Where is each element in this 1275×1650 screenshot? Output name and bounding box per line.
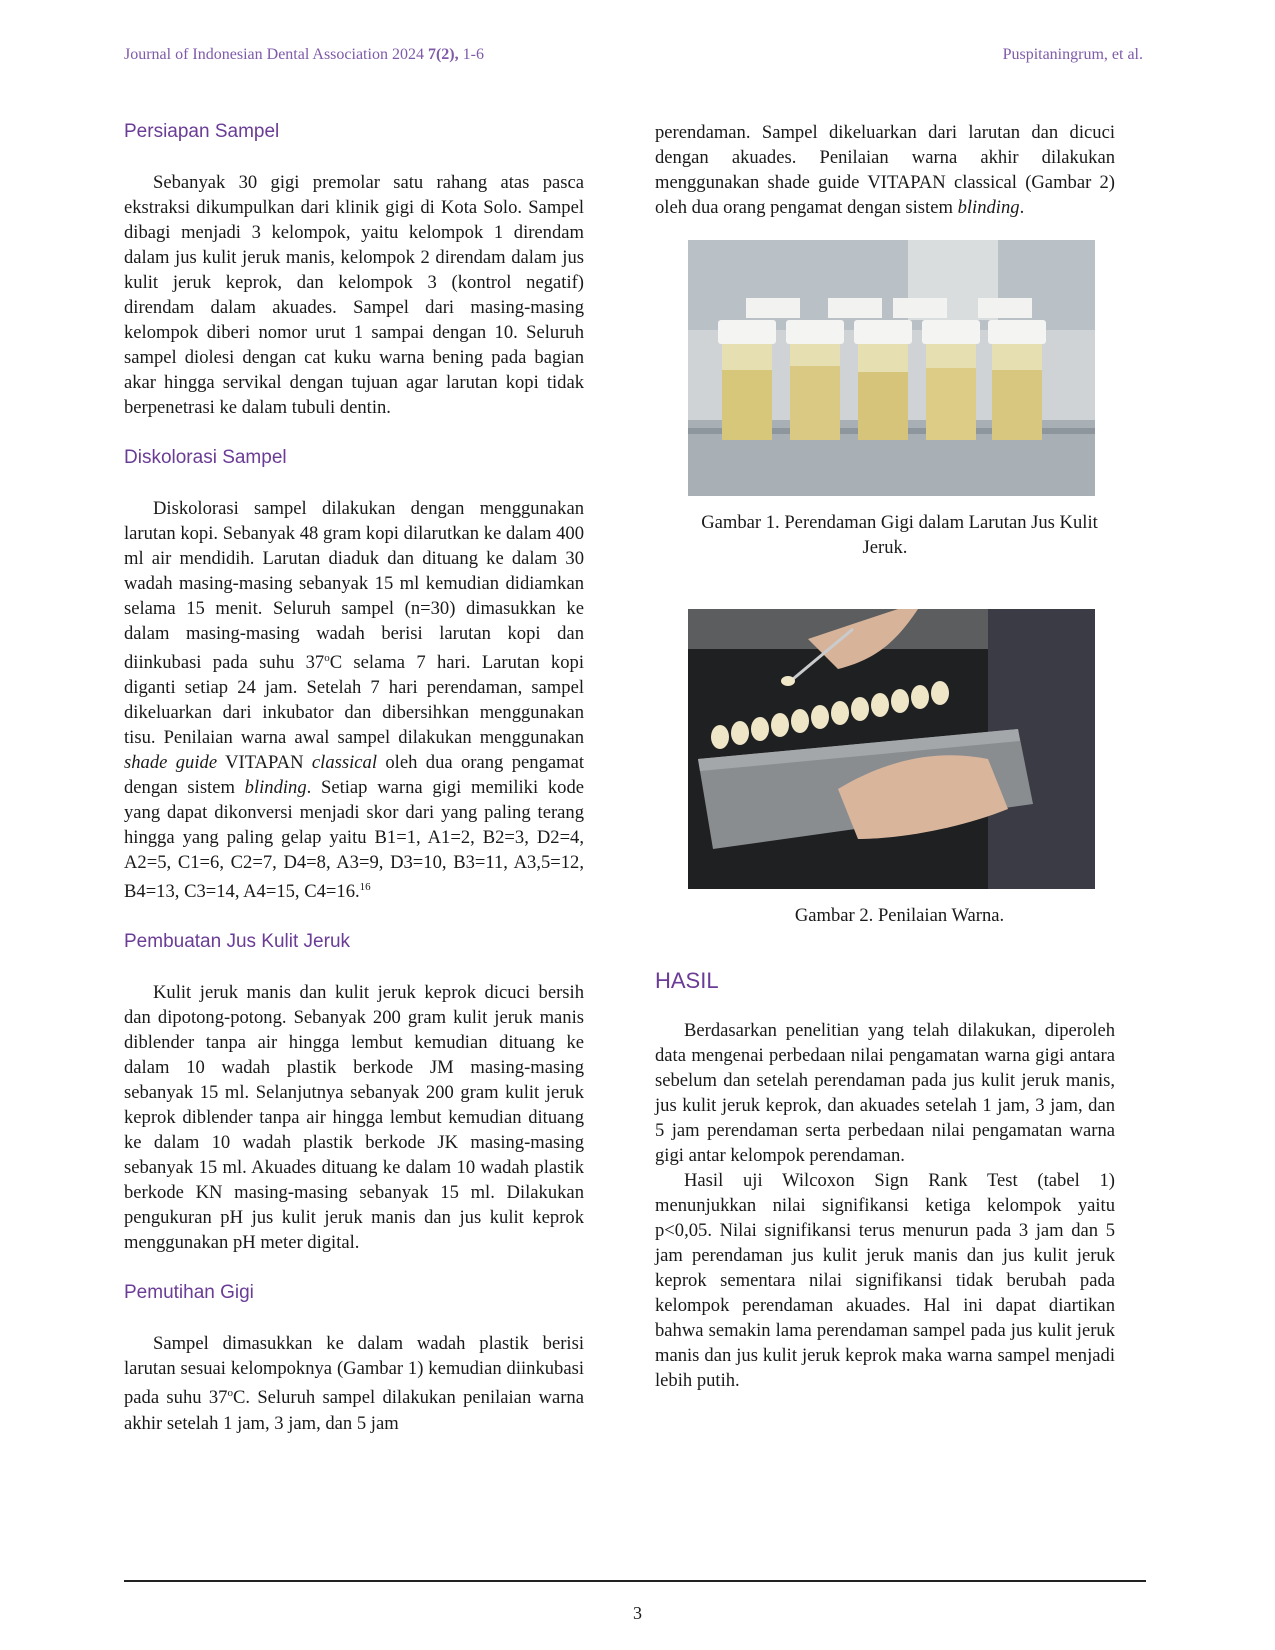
figure-1-photo bbox=[688, 240, 1095, 496]
journal-citation bbox=[124, 46, 484, 64]
section-heading: Pemutihan Gigi bbox=[124, 1282, 254, 1304]
right-column bbox=[655, 120, 1115, 1393]
paragraph: Hasil uji Wilcoxon Sign Rank Test (tabel 1) menunjukkan nilai signifikansi ketiga kelompok yaitu p<0,05. Nilai signifikansi terus menurun pada 3 jam dan 5 jam perendaman jus kulit jeruk manis dan jus kulit jeruk keprok sementara nilai signifikansi tidak berubah pada kelompok perendaman akuades. Hal ini dapat diartikan bahwa semakin lama perendaman sampel pada jus kulit jeruk manis dan jus kulit jeruk keprok maka warna sampel menjadi lebih putih. bbox=[655, 1170, 1115, 1391]
section-diskolorasi-sampel bbox=[124, 446, 584, 904]
left-column bbox=[124, 120, 584, 1462]
section-pembuatan-jus bbox=[124, 930, 584, 1255]
journal-pages: 1-6 bbox=[462, 46, 484, 63]
section-heading: Pembuatan Jus Kulit Jeruk bbox=[124, 931, 351, 953]
figure-2-caption: Gambar 2. Penilaian Warna. bbox=[794, 905, 1005, 926]
figure-2-photo bbox=[688, 609, 1095, 889]
journal-volume: 7(2), bbox=[427, 46, 459, 63]
section-pemutihan-gigi bbox=[124, 1281, 584, 1435]
footer-rule bbox=[124, 1580, 1146, 1582]
paragraph: Kulit jeruk manis dan kulit jeruk keprok dicuci bersih dan dipotong-potong. Sebanyak 200 gram kulit jeruk manis diblender tanpa air hingga lembut kemudian dituang ke dalam 10 wadah plastik berkode JM masing-masing sebanyak 15 ml. Selanjutnya sebanyak 200 gram kulit jeruk keprok diblender tanpa air hingga lembut kemudian dituang ke dalam 10 wadah plastik berkode JK masing-masing sebanyak 15 ml. Akuades dituang ke dalam 10 wadah plastik berkode KN masing-masing sebanyak 15 ml. Dilakukan pengukuran pH jus kulit jeruk manis dan jus kulit keprok menggunakan pH meter digital. bbox=[124, 982, 584, 1254]
paragraph: Diskolorasi sampel dilakukan dengan menggunakan larutan kopi. Sebanyak 48 gram kopi dilarutkan ke dalam 400 ml air mendidih. Larutan diaduk dan dituang ke dalam 30 wadah masing-masing sebanyak 15 ml kemudian didiamkan selama 15 menit. Seluruh sampel (n=30) dimasukkan ke dalam masing-masing wadah berisi larutan kopi dan diinkubasi pada suhu 37$^o$C selama 7 hari. Larutan kopi diganti setiap 24 jam. Setelah 7 hari perendaman, sampel dikeluarkan dari inkubator dan dibersihkan menggunakan tisu. Penilaian warna awal sampel dilakukan menggunakan shade guide VITAPAN classical oleh dua orang pengamat dengan sistem blinding. Setiap warna gigi memiliki kode yang dapat dikonversi menjadi skor dari yang paling terang hingga yang paling gelap yaitu B1=1, A1=2, B2=3, D2=4, A2=5, C1=6, C2=7, D4=8, A3=9, D3=10, B3=11, A3,5=12, B4=13, C3=14, A4=15, C4=16.16 bbox=[124, 498, 584, 903]
paragraph: perendaman. Sampel dikeluarkan dari larutan dan dicuci dengan akuades. Penilaian warna akhir dilakukan menggunakan shade guide VITAPAN classical (Gambar 2) oleh dua orang pengamat dengan sistem blinding. bbox=[655, 122, 1115, 218]
figure-1-caption: Gambar 1. Perendaman Gigi dalam Larutan Jus Kulit Jeruk. bbox=[701, 512, 1098, 558]
results-heading: HASIL bbox=[655, 968, 719, 993]
section-heading: Persiapan Sampel bbox=[124, 121, 280, 142]
shade-guide-photo-illustration bbox=[688, 609, 1095, 889]
citation-ref: 16 bbox=[359, 881, 371, 894]
running-header bbox=[124, 46, 1143, 70]
paragraph: Berdasarkan penelitian yang telah dilakukan, diperoleh data mengenai perbedaan nilai pengamatan warna gigi antara sebelum dan setelah perendaman pada jus kulit jeruk manis, jus kulit jeruk keprok, dan akuades setelah 1 jam, 3 jam, dan 5 jam perendaman serta perbedaan nilai pengamatan warna gigi antar kelompok perendaman. bbox=[655, 1020, 1115, 1166]
section-heading: Diskolorasi Sampel bbox=[124, 447, 287, 468]
journal-name: Journal of Indonesian Dental Association 2024 bbox=[124, 46, 424, 63]
paragraph: Sebanyak 30 gigi premolar satu rahang atas pasca ekstraksi dikumpulkan dari klinik gigi di Kota Solo. Sampel dibagi menjadi 3 kelompok, yaitu kelompok 1 direndam dalam jus kulit jeruk manis, kelompok 2 direndam dalam jus kulit jeruk keprok, dan kelompok 3 (kontrol negatif) direndam dalam akuades. Sampel dari masing-masing kelompok diberi nomor urut 1 sampai dengan 10. Seluruh sampel diolesi dengan cat kuku warna bening pada bagian akar hingga servikal dengan tujuan agar larutan kopi tidak berpenetrasi ke dalam tubuli dentin. bbox=[124, 172, 584, 418]
running-authors: Puspitaningrum, et al. bbox=[1002, 46, 1143, 63]
page-number: 3 bbox=[633, 1603, 642, 1623]
jars-photo-illustration bbox=[688, 240, 1095, 496]
paragraph: Sampel dimasukkan ke dalam wadah plastik berisi larutan sesuai kelompoknya (Gambar 1) kemudian diinkubasi pada suhu 37$^o$C. Seluruh sampel dilakukan penilaian warna akhir setelah 1 jam, 3 jam, dan 5 jam bbox=[124, 1333, 584, 1434]
section-persiapan-sampel bbox=[124, 120, 584, 420]
